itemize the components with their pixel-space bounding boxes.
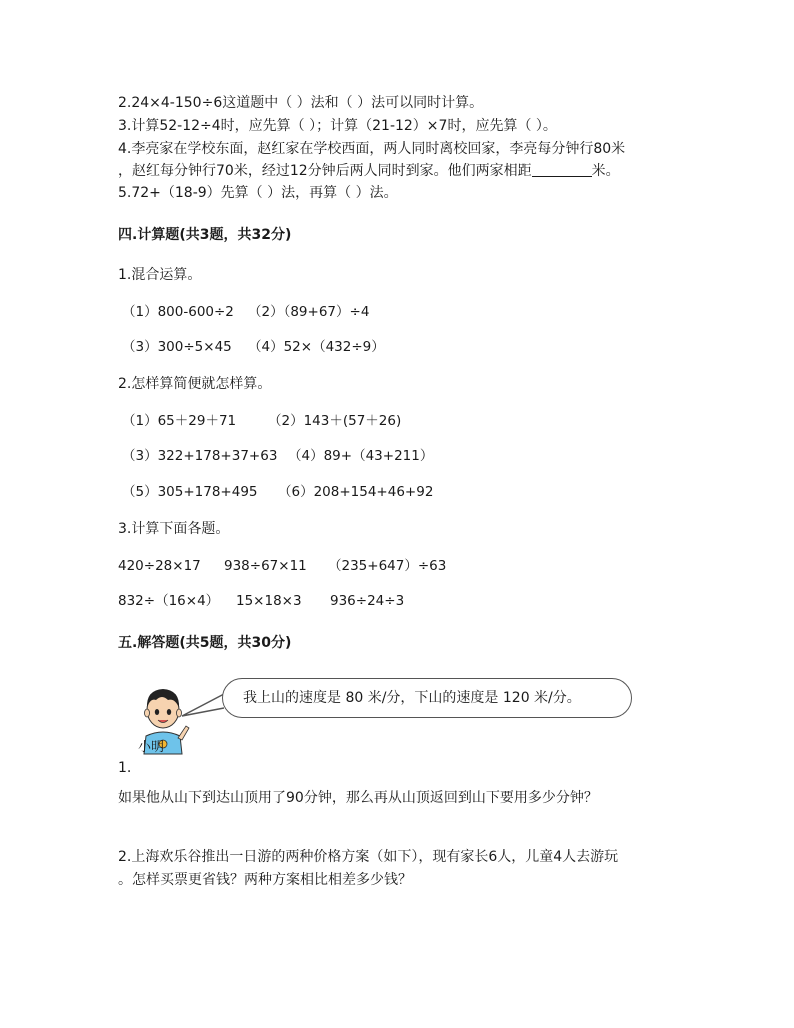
calc-item: （235+647）÷63: [328, 558, 447, 574]
calc-item: （4）52×（432÷9）: [248, 339, 385, 355]
calc-question-1-title: 1.混合运算。: [118, 267, 202, 283]
calc-item: （3）300÷5×45: [122, 339, 232, 355]
calc-item: （6）208+154+46+92: [278, 484, 434, 500]
fill-question-4-text: ，赵红每分钟行70米，经过12分钟后两人同时到家。他们两家相距: [118, 163, 532, 179]
fill-question-2: 2.24×4-150÷6这道题中（ ）法和（ ）法可以同时计算。: [118, 95, 484, 111]
calc-question-2-title: 2.怎样算简便就怎样算。: [118, 376, 272, 392]
speech-bubble: [222, 678, 632, 718]
calc-item: （1）800-600÷2: [122, 304, 234, 320]
problem-2-line1: 2.上海欢乐谷推出一日游的两种价格方案（如下），现有家长6人，儿童4人去游玩: [118, 849, 619, 865]
fill-question-5: 5.72+（18-9）先算（ ）法，再算（ ）法。: [118, 185, 398, 201]
calc-item: （5）305+178+495: [122, 484, 258, 500]
fill-question-3: 3.计算52-12÷4时，应先算（ ）；计算（21-12）×7时，应先算（ ）。: [118, 118, 557, 134]
fill-question-4-unit: 米。: [591, 163, 620, 179]
fill-question-4-line2: [118, 161, 620, 181]
speech-bubble-text: 我上山的速度是 80 米/分，下山的速度是 120 米/分。: [243, 690, 581, 706]
calc-item: 936÷24÷3: [330, 593, 405, 609]
calc-item: （2）（89+67）÷4: [248, 304, 370, 320]
boy-name-label: 小明: [138, 740, 165, 755]
section-5-heading: 五.解答题(共5题，共30分): [118, 635, 292, 651]
calc-item: （2）143＋(57＋26): [268, 413, 402, 429]
calc-item: 420÷28×17: [118, 558, 201, 574]
calc-question-3-title: 3.计算下面各题。: [118, 521, 230, 537]
section-4-heading: 四.计算题(共3题，共32分): [118, 227, 292, 243]
calc-item: 938÷67×11: [224, 558, 307, 574]
calc-item: （4）89+（43+211）: [288, 448, 434, 464]
calc-item: 832÷（16×4）: [118, 593, 220, 609]
problem-1-number: 1.: [118, 760, 132, 776]
fill-question-4-line1: 4.李亮家在学校东面，赵红家在学校西面，两人同时离校回家，李亮每分钟行80米: [118, 141, 626, 157]
calc-item: （1）65＋29＋71: [122, 413, 237, 429]
answer-blank[interactable]: [532, 162, 592, 177]
speech-bubble-tail: [180, 690, 228, 720]
calc-item: （3）322+178+37+63: [122, 448, 278, 464]
problem-2-line2: 。怎样买票更省钱？两种方案相比相差多少钱？: [118, 872, 412, 888]
calc-item: 15×18×3: [236, 593, 302, 609]
problem-1-text: 如果他从山下到达山顶用了90分钟，那么再从山顶返回到山下要用多少分钟？: [118, 790, 598, 806]
